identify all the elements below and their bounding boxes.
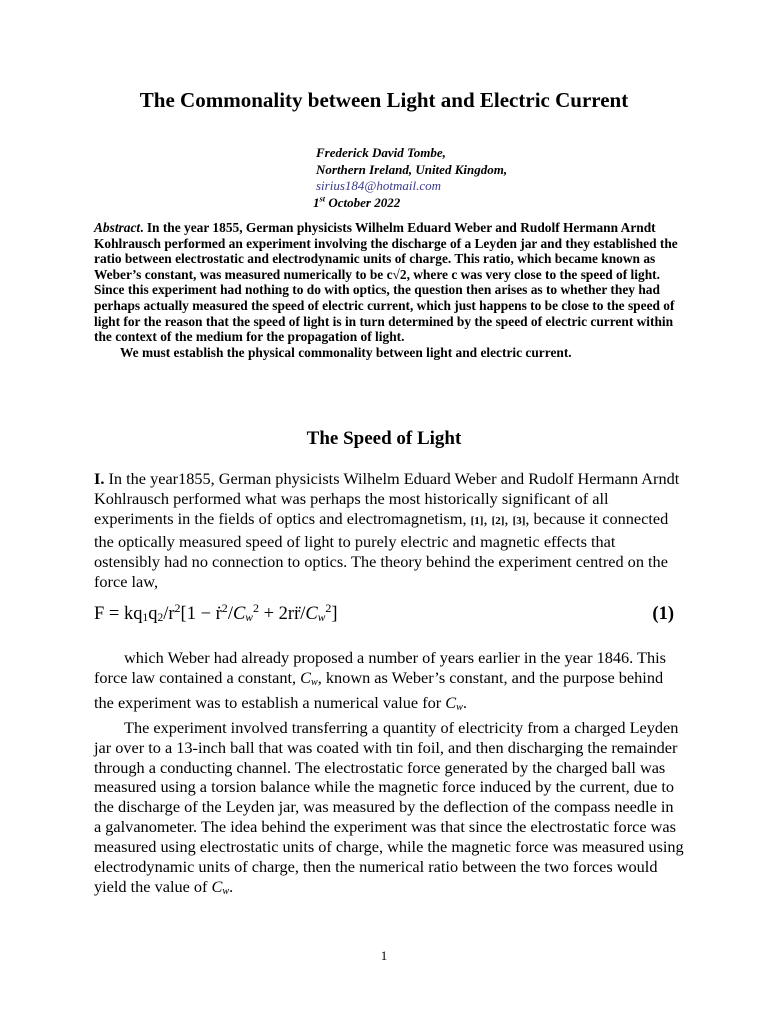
equation-formula: $F = kq_1q_2/r^2[1$ − $ṙ^2/C_w^2$ + $2rr̈/C_w^2$] [94,600,338,624]
citation-2[interactable]: [2] [491,514,505,527]
paragraph-1 [94,469,684,591]
paragraph-2-text-c: . [462,692,467,712]
citation-3[interactable]: [3] [512,514,526,527]
citation-separator: , [504,508,513,528]
equation-number: (1) [652,604,674,624]
date-day: 1 [313,194,320,210]
publication-date [313,195,507,212]
citation-separator: , [483,508,492,528]
date-ordinal: st [319,193,326,204]
paper-title: The Commonality between Light and Electric Current [139,88,629,112]
abstract-text: . In the year 1855, German physicists Wilhelm Eduard Weber and Rudolf Hermann Arndt Kohlrausch performed an experiment involving the discharge of a Leyden jar and they established the ratio between electrostatic and electrodynamic units of charge. This ratio, which became known as Weber’s constant, was measured numerically to be c√2, where c was very close to the speed of light. Since this experiment had nothing to do with optics, the question then arises as to whether they had perhaps actually measured the speed of electric current, which just happens to be close to the speed of light for the reason that the speed of light is in turn determined by the speed of electric current within the context of the medium for the propagation of light. [94,220,678,345]
author-name: Frederick David Tombe, [316,145,446,160]
paragraph-1-text-a: In the year1855, German physicists Wilhelm Eduard Weber and Rudolf Hermann Arndt Kohlrausch performed what was perhaps the most historically significant of all experiments in the fields of optics and electromagnetism, [94,469,680,528]
author-email[interactable]: sirius184@hotmail.com [316,178,441,193]
paragraph-2: which Weber had already proposed a number of years earlier in the year 1846. This force law contained a constant, $C_w$, known as Weber’s constant, and the purpose behind the experiment was to establish a numerical value for $C_w$. [94,648,666,713]
paragraph-number: I. [94,469,105,488]
paragraph-3: The experiment involved transferring a quantity of electricity from a charged Leyden jar over to a 13-inch ball that was coated with tin foil, and then discharging the remainder through a conducting channel. The electrostatic force generated by the charged ball was measured using a torsion balance while the magnetic force induced by the current, due to the discharge of the Leyden jar, was measured by the deflection of the compass needle in a galvanometer. The idea behind the experiment was that since the electrostatic force was measured using electrostatic units of charge, while the magnetic force was measured using electrodynamic units of charge, then the numerical ratio between the two forces would yield the value of $C_w$. [94,717,684,897]
paragraph-3-text-a: The experiment involved transferring a quantity of electricity from a charged Leyden jar over to a 13-inch ball that was coated with tin foil, and then discharging the remainder through a conducting channel. The electrostatic force generated by the charged ball was measured using a torsion balance while the magnetic force induced by the current, due to the discharge of the Leyden jar, was measured by the deflection of the compass needle in a galvanometer. The idea behind the experiment was that since the electrostatic force was measured using electrostatic units of charge, while the magnetic force was measured using electrodynamic units of charge, then the numerical ratio between the two forces would yield the value of [94,717,684,896]
date-rest: October 2022 [325,194,401,210]
abstract-paragraph [94,220,684,345]
author-location: Northern Ireland, United Kingdom, [316,161,508,177]
body-continued [94,648,684,902]
author-block [313,145,508,211]
equation-1 [94,600,674,628]
paragraph-2-text-a: which Weber had already proposed a number of years earlier in the year 1846. This force law contained a constant, [94,648,666,687]
abstract [94,220,684,360]
abstract-closing: We must establish the physical commonality between light and electric current. [120,344,572,360]
citation-1[interactable]: [1] [470,514,484,527]
paragraph-2-text-b: , known as Weber’s constant, and the purpose behind the experiment was to establish a numerical value for [94,667,664,712]
section-heading: The Speed of Light [306,428,462,449]
paragraph-3-text-b: . [229,876,234,896]
paragraph-1-text-b: , because it connected the optically measured speed of light to purely electric and magnetic effects that ostensibly had no connection to optics. The theory behind the experiment centred on the force law, [94,508,669,591]
abstract-label: Abstract [94,220,141,235]
page-number: 1 [380,948,388,963]
